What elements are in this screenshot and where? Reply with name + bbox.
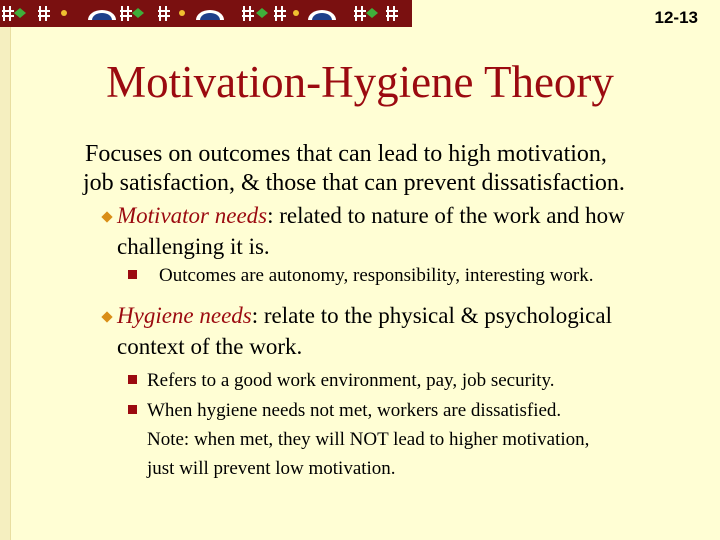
- motivator-term: Motivator needs: [117, 203, 268, 228]
- hygiene-point-1: [147, 366, 555, 395]
- motivator-item: [117, 200, 625, 262]
- motivator-desc-line-1: : related to nature of the work and how: [267, 203, 625, 228]
- motivator-point-text: Outcomes are autonomy, responsibility, interesting work.: [159, 265, 594, 286]
- page-number: 12-13: [654, 8, 698, 27]
- hygiene-desc-line-1: : relate to the physical & psychological: [251, 303, 612, 328]
- hygiene-item: [117, 300, 612, 362]
- intro-line-1: Focuses on outcomes that can lead to high motivation,: [85, 141, 607, 167]
- hygiene-term: Hygiene needs: [117, 303, 252, 328]
- hygiene-desc-line-2: context of the work.: [117, 334, 303, 359]
- motivator-point: [159, 261, 593, 290]
- hygiene-point-2: [147, 396, 589, 483]
- diamond-bullet-icon: [101, 311, 112, 322]
- diamond-bullet-icon: [101, 211, 112, 222]
- banner-pattern-icon: [0, 0, 412, 27]
- square-bullet-icon: [128, 270, 137, 279]
- decorative-banner: [0, 0, 412, 27]
- square-bullet-icon: [128, 375, 137, 384]
- hygiene-point-2-line-1: When hygiene needs not met, workers are dissatisfied.: [147, 400, 562, 421]
- intro-line-2: job satisfaction, & those that can prevent dissatisfaction.: [83, 170, 625, 196]
- hygiene-point-1-text: Refers to a good work environment, pay, job security.: [147, 370, 555, 391]
- slide-title: Motivation-Hygiene Theory: [106, 57, 614, 107]
- intro-text: [85, 140, 625, 198]
- motivator-desc-line-2: challenging it is.: [117, 234, 270, 259]
- square-bullet-icon: [128, 405, 137, 414]
- hygiene-point-2-line-3: just will prevent low motivation.: [147, 458, 396, 479]
- hygiene-point-2-line-2: Note: when met, they will NOT lead to higher motivation,: [147, 429, 590, 450]
